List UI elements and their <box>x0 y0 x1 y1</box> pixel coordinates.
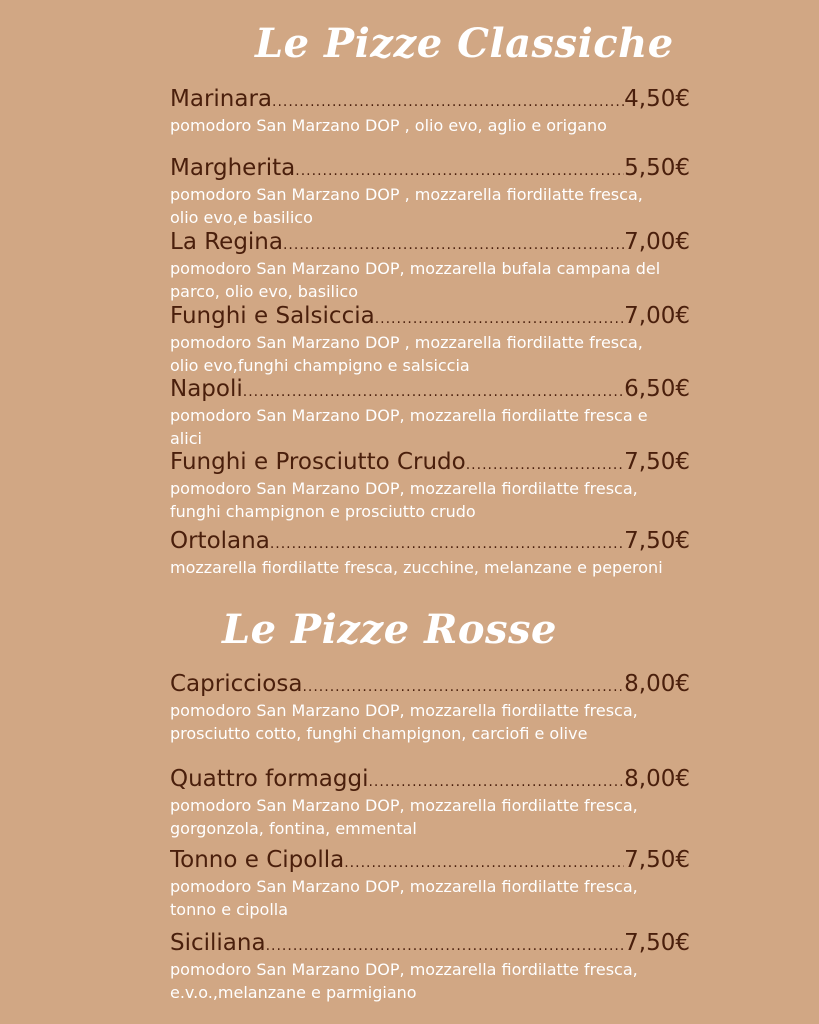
item-name: Margherita <box>170 155 296 181</box>
item-description: mozzarella fiordilatte fresca, zucchine, melanzane e peperoni <box>170 558 663 577</box>
item-description: pomodoro San Marzano DOP, mozzarella fiordilatte fresca, e.v.o.,melanzane e parmigiano <box>170 960 638 1002</box>
item-price: 7,50€ <box>624 449 690 475</box>
dot-leader <box>243 379 624 406</box>
menu-item-la-regina <box>170 229 690 303</box>
item-description: pomodoro San Marzano DOP, mozzarella fiordilatte fresca, prosciutto cotto, funghi champignon, carciofi e olive <box>170 701 638 743</box>
item-description: pomodoro San Marzano DOP , mozzarella fiordilatte fresca, olio evo,e basilico <box>170 185 643 227</box>
item-price: 7,50€ <box>624 528 690 554</box>
item-description: pomodoro San Marzano DOP, mozzarella fiordilatte fresca, funghi champignon e prosciutto crudo <box>170 479 638 521</box>
item-price: 6,50€ <box>624 376 690 402</box>
item-price: 8,00€ <box>624 766 690 792</box>
item-name: Napoli <box>170 376 243 402</box>
menu-item-siciliana <box>170 930 690 1004</box>
item-name: Ortolana <box>170 528 270 554</box>
item-description: pomodoro San Marzano DOP, mozzarella fiordilatte fresca, gorgonzola, fontina, emmental <box>170 796 638 838</box>
item-price: 4,50€ <box>624 86 690 112</box>
item-price: 7,00€ <box>624 303 690 329</box>
section-title-classiche: Le Pizze Classiche <box>255 20 674 67</box>
dot-leader <box>466 452 624 479</box>
item-name: Tonno e Cipolla <box>170 847 345 873</box>
item-name: Marinara <box>170 86 273 112</box>
dot-leader <box>302 674 624 701</box>
menu-item-ortolana <box>170 528 690 579</box>
item-description: pomodoro San Marzano DOP , mozzarella fiordilatte fresca, olio evo,funghi champigno e salsiccia <box>170 333 643 375</box>
item-price: 7,50€ <box>624 930 690 956</box>
menu-item-marinara <box>170 86 690 137</box>
dot-leader <box>344 850 624 877</box>
item-price: 7,50€ <box>624 847 690 873</box>
item-name: Funghi e Salsiccia <box>170 303 375 329</box>
menu-item-capricciosa <box>170 671 690 745</box>
menu-item-funghi-e-prosciutto-crudo <box>170 449 690 523</box>
item-name: Funghi e Prosciutto Crudo <box>170 449 466 475</box>
item-description: pomodoro San Marzano DOP, mozzarella bufala campana del parco, olio evo, basilico <box>170 259 661 301</box>
item-price: 7,00€ <box>624 229 690 255</box>
dot-leader <box>272 89 624 116</box>
item-name: Siciliana <box>170 930 266 956</box>
dot-leader <box>368 769 624 796</box>
menu-item-tonno-e-cipolla <box>170 847 690 921</box>
item-price: 8,00€ <box>624 671 690 697</box>
dot-leader <box>375 306 624 333</box>
item-description: pomodoro San Marzano DOP, mozzarella fiordilatte fresca, tonno e cipolla <box>170 877 638 919</box>
item-price: 5,50€ <box>624 155 690 181</box>
menu-item-funghi-e-salsiccia <box>170 303 690 377</box>
item-name: La Regina <box>170 229 283 255</box>
dot-leader <box>295 158 624 185</box>
item-description: pomodoro San Marzano DOP , olio evo, aglio e origano <box>170 116 607 135</box>
dot-leader <box>270 531 624 558</box>
item-name: Quattro formaggi <box>170 766 369 792</box>
menu-item-quattro-formaggi <box>170 766 690 840</box>
menu-item-margherita <box>170 155 690 229</box>
item-name: Capricciosa <box>170 671 303 697</box>
item-description: pomodoro San Marzano DOP, mozzarella fiordilatte fresca e alici <box>170 406 648 448</box>
section-title-rosse: Le Pizze Rosse <box>222 606 557 653</box>
menu-item-napoli <box>170 376 690 450</box>
dot-leader <box>266 933 625 960</box>
dot-leader <box>283 232 624 259</box>
